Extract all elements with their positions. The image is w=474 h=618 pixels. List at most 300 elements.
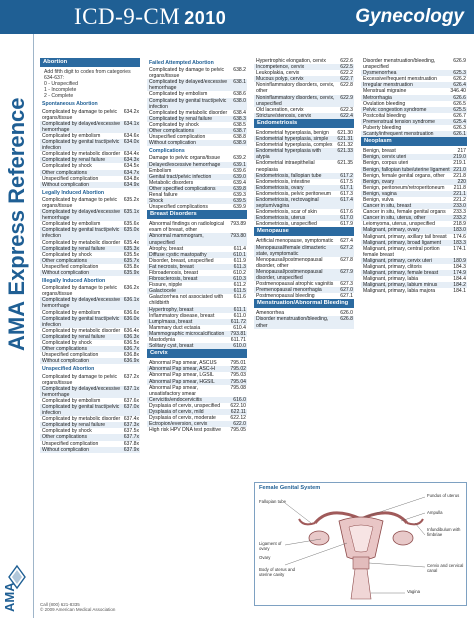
code-description: Complicated by damage to pelvic organs/tissue [42, 196, 118, 209]
icd-code: 635.0x [123, 227, 139, 234]
icd-code: 638.1 [233, 79, 246, 86]
code-description: Scanty/infrequent menstruation [363, 131, 434, 138]
code-description: Complicated by renal failure [42, 245, 106, 252]
code-description: Menopausal/postmenopausal disorder, unspecified [256, 268, 323, 281]
code-description: Pelvic congestion syndrome [363, 106, 427, 113]
icd-code: 219.1 [453, 160, 466, 167]
icd-code: 184.1 [453, 288, 466, 295]
code-row [361, 246, 467, 258]
icd-code: 174.9 [453, 270, 466, 277]
icd-code: 610.2 [233, 270, 246, 276]
code-description: Dysplasia of cervix, unspecified [149, 402, 221, 409]
icd-code: 617.4 [340, 196, 353, 203]
subsection-header: Failed Attempted Abortion [149, 60, 214, 66]
icd-code: 637.5x [123, 428, 139, 435]
icd-code: 627.0 [340, 287, 353, 294]
code-description: Complicated by metabolic disorder [149, 109, 228, 116]
code-description: Complicated by embolism [42, 221, 101, 228]
code-description: Complicated by metabolic disorder [42, 416, 121, 423]
code-description: High risk HPV DNA test positive [149, 427, 221, 434]
code-description: Without complication [42, 358, 89, 365]
code-description: Unspecified complication [42, 440, 99, 447]
icd-code: 627.3 [340, 281, 353, 288]
title-text: ICD-9-CM [74, 4, 181, 29]
code-description: Postmenopausal atrophic vaginitis [256, 281, 334, 288]
icd-code: 638.0 [233, 97, 246, 104]
code-row [40, 386, 140, 398]
code-description: Unspecified complication [149, 134, 206, 141]
code-row [361, 288, 467, 294]
code-row [40, 374, 140, 386]
icd-code: 634.6x [123, 132, 139, 139]
icd-code: 610.3 [233, 276, 246, 283]
code-description: Complicated by delayed/excessive hemorrhage [42, 120, 121, 133]
icd-code: 611.0 [233, 312, 246, 319]
icd-code: 626.1 [453, 131, 466, 138]
icd-code: 622.6 [340, 58, 353, 64]
icd-code: 617.2 [340, 172, 353, 179]
code-description: Hypertrophy, breast [149, 306, 194, 313]
icd-code: 622.5 [340, 64, 353, 71]
code-description: Complicated by damage to pelvic organs/tissue [42, 108, 118, 121]
code-description: Abnormal mammogram, unspecified [149, 233, 204, 246]
icd-code: 638.6 [233, 91, 246, 98]
instruction-note: 2 - Complete [44, 93, 74, 100]
code-description: Disorder menstruation/bleeding, other [256, 316, 329, 329]
code-row [40, 121, 140, 133]
icd-code: 793.89 [230, 221, 246, 228]
code-description: Complicated by genital tract/pelvic infection [42, 403, 120, 417]
code-description: Endometrial hyperplasia, complex [256, 142, 333, 149]
code-description: Complicated by genital tract/pelvic infection [149, 97, 227, 110]
code-row [147, 343, 247, 349]
icd-code: 639.3 [233, 191, 246, 198]
icd-code: 617.6 [340, 209, 353, 216]
icd-code: 617.9 [340, 221, 353, 228]
footer-phone: Call (800) 621-8335 [40, 602, 80, 607]
icd-code: 616.0 [233, 396, 246, 403]
code-description: Fibroadenosis, breast [149, 270, 198, 276]
code-description: Mammographic microcalcification [149, 330, 225, 337]
icd-code: 627.1 [340, 293, 353, 300]
code-description: Complicated by damage to pelvic organs/tissue [42, 285, 118, 298]
code-description: Lump/mass, breast [149, 318, 193, 325]
code-description: Cancer in situ, breast [363, 203, 412, 210]
icd-code: 626.0 [340, 310, 353, 317]
icd-code: 636.6x [123, 309, 139, 316]
icd-code: 637.0x [123, 403, 139, 410]
subsection-header: Legally Induced Abortion [42, 189, 105, 196]
icd-code: 636.7x [123, 346, 139, 353]
label-ovary: Ovary [259, 555, 271, 560]
icd-code: 221.8 [453, 172, 466, 179]
code-description: Amenorrhea [256, 310, 285, 317]
icd-code: 639.4 [233, 179, 246, 186]
section-header: Endometriosis [254, 119, 354, 128]
code-row [40, 182, 140, 188]
code-description: Endometrial hyperplasia, benign [256, 129, 329, 136]
code-description: Delayed/excessive hemorrhage [149, 161, 221, 168]
section-header: Menstruation/Abnormal Bleeding [254, 299, 354, 308]
code-description: Complicated by damage to pelvic organs/tissue [42, 373, 118, 386]
code-description: Complicated by embolism [42, 132, 101, 139]
label-ampulla: Ampulla [427, 510, 443, 515]
code-row [147, 221, 247, 233]
icd-code: 625.3 [453, 70, 466, 77]
icd-code: 636.2x [123, 285, 139, 292]
icd-code: 626.3 [453, 125, 466, 132]
label-infundibulum: Infundibulum with fimbriae [427, 527, 461, 537]
label-cervix: Cervix and cervical canal [427, 563, 464, 573]
code-row [40, 109, 140, 121]
label-fallopian-tube: Fallopian tube [259, 499, 286, 504]
icd-code: 637.8x [123, 440, 139, 447]
code-description: Menopausal/postmenopausal disorder, other [256, 256, 323, 269]
code-description: Endometrial intraepithelial neoplasia [256, 160, 315, 173]
icd-code: 635.8x [123, 263, 139, 270]
icd-code: 638.9 [233, 140, 246, 147]
icd-code: 634.5x [123, 163, 139, 170]
icd-code: 610.4 [233, 324, 246, 331]
code-row [254, 269, 354, 281]
code-description: Malignant, primary, axillary tail breast [363, 233, 447, 240]
icd-code: 793.81 [230, 330, 246, 337]
icd-code: 626.6 [453, 94, 466, 101]
code-description: Complicated by renal failure [42, 333, 106, 340]
icd-code: 635.2x [123, 196, 139, 203]
code-description: Premenstrual tension syndrome [363, 118, 435, 125]
code-description: Malignant, primary, broad ligament [363, 239, 442, 246]
icd-code: 611.5 [233, 288, 246, 295]
code-description: Complicated by metabolic disorder [42, 239, 121, 246]
code-description: Leukoplakia, cervix [256, 70, 300, 77]
code-description: Complicated by metabolic disorder [42, 151, 121, 158]
code-description: Benign, cervix uteri [363, 154, 407, 161]
code-row [254, 95, 354, 107]
icd-code: 635.3x [123, 245, 139, 252]
code-description: Other complications [42, 169, 88, 176]
code-row [40, 358, 140, 364]
icd-code: 636.1x [123, 297, 139, 304]
column-3 [254, 58, 354, 329]
code-row [147, 67, 247, 79]
code-description: Without complication [149, 140, 196, 147]
code-description: Benign, breast [363, 148, 396, 155]
code-description: Complicated by embolism [42, 309, 101, 316]
code-description: Endometriosis, ovary [256, 184, 304, 191]
icd-code: 611.3 [233, 263, 246, 270]
code-description: Disorder, breast, unspecified [149, 257, 214, 264]
icd-code: 184.4 [453, 276, 466, 283]
code-description: Atrophy, breast [149, 245, 184, 252]
code-description: Hypertrophic elongation, cervix [256, 58, 326, 64]
icd-code: 639.5 [233, 198, 246, 205]
icd-code: 639.1 [233, 161, 246, 168]
icd-code: 626.5 [453, 100, 466, 107]
title-year: 2010 [184, 8, 227, 28]
code-description: Damage to pelvic organs/tissue [149, 155, 221, 162]
icd-code: 638.7 [233, 128, 246, 135]
code-description: Cervicitis/endocervicitis [149, 396, 202, 403]
code-description: Cancer in situ, female genital organs [363, 209, 446, 216]
code-row [254, 148, 354, 160]
icd-code: 795.05 [230, 427, 246, 434]
icd-code: 221.2 [453, 196, 466, 203]
icd-code: 626.4 [453, 82, 466, 89]
code-description: Complicated by metabolic disorder [42, 327, 121, 334]
code-description: Solitary cyst, breast [149, 343, 194, 350]
icd-code: 627.8 [340, 256, 353, 263]
code-row [254, 197, 354, 209]
icd-code: 233.2 [453, 215, 466, 222]
icd-code: 610.1 [233, 251, 246, 258]
code-description: Stricture/stenosis, cervix [256, 112, 312, 119]
icd-code: 183.0 [453, 227, 466, 234]
code-description: Noninflammatory disorders, cervix, other [256, 82, 335, 95]
code-description: Complicated by renal failure [149, 115, 213, 122]
code-description: Endometrial hyperplasia with atypia [256, 148, 322, 161]
icd-code: 626.9 [453, 58, 466, 64]
code-row [40, 297, 140, 309]
code-row [147, 140, 247, 146]
code-description: Noninflammatory disorders, cervix, unspecified [256, 94, 335, 107]
code-description: Cancer in situ, uterus, other [363, 215, 426, 222]
code-description: Endometriosis, fallopian tube [256, 172, 322, 179]
icd-code: 611.1 [233, 306, 246, 313]
icd-code: 634.3x [123, 157, 139, 164]
code-description: Premenopausal menorrhagia [256, 287, 322, 294]
spine-title: AMA Express Reference [4, 97, 29, 351]
icd-code: 635.7x [123, 257, 139, 264]
icd-code: 617.5 [340, 178, 353, 185]
icd-code: 636.5x [123, 340, 139, 347]
icd-code: 637.6x [123, 397, 139, 404]
icd-code: 184.2 [453, 282, 466, 289]
icd-code: 636.0x [123, 315, 139, 322]
code-row [361, 131, 467, 137]
code-description: Endometriosis, scar of skin [256, 209, 317, 216]
code-row [147, 385, 247, 397]
label-body-uterus: Body of uterus and uterine cavity [259, 567, 296, 577]
code-description: Fibrosclerosis, breast [149, 276, 198, 283]
label-fundus: Fundus of uterus [427, 493, 460, 498]
code-description: Malignant, primary, central portion female breast [363, 245, 440, 258]
code-description: Postcoital bleeding [363, 112, 406, 119]
icd-code: 219.0 [453, 154, 466, 161]
icd-code: 174.6 [453, 233, 466, 240]
code-description: Excessive/frequent menstruation [363, 76, 437, 83]
code-row [254, 316, 354, 328]
icd-code: 795.03 [230, 372, 246, 379]
icd-code: 180.9 [453, 257, 466, 264]
icd-code: 634.0x [123, 139, 139, 146]
icd-code: 621.31 [337, 136, 353, 143]
icd-code: 635.1x [123, 209, 139, 216]
icd-code: 635.4x [123, 239, 139, 246]
subsection-header: Complications [149, 148, 185, 155]
code-description: Dysmenorrhea [363, 70, 397, 77]
icd-code: 221.0 [453, 166, 466, 173]
code-description: Without complication [42, 181, 89, 188]
code-description: Menstrual migraine [363, 88, 407, 95]
code-description: Incompetence, cervix [256, 64, 305, 71]
code-row [147, 294, 247, 306]
icd-code: 636.3x [123, 333, 139, 340]
icd-code: 638.8 [233, 134, 246, 141]
icd-code: 636.8x [123, 352, 139, 359]
code-description: Shock [149, 198, 164, 205]
code-row [40, 227, 140, 239]
code-description: Endometriosis, rectovaginal septum/vagina [256, 196, 319, 210]
subsection-header: Illegally Induced Abortion [42, 278, 106, 285]
code-description: Malignant, primary, cervix uteri [363, 257, 432, 264]
icd-code: 220 [457, 178, 466, 185]
icd-code: 637.1x [123, 385, 139, 392]
section-header: Neoplasm [361, 137, 467, 146]
icd-code: 611.2 [233, 282, 246, 289]
code-row [254, 245, 354, 257]
code-description: Abnormal findings on radiological exam of breast, other [149, 221, 225, 234]
code-description: Mastodynia [149, 337, 176, 344]
icd-code: 637.7x [123, 434, 139, 441]
icd-code: 634.8x [123, 175, 139, 182]
subject-title: Gynecology [355, 6, 464, 27]
code-description: Diffuse cystic mastopathy [149, 251, 207, 258]
code-row [254, 113, 354, 119]
code-row [147, 204, 247, 210]
code-description: Malignant, primary, female breast [363, 270, 439, 277]
code-description: Other specified complications [149, 185, 216, 192]
icd-code: 346.40 [450, 88, 466, 95]
code-description: Abnormal Pap smear, HGSIL [149, 378, 215, 385]
icd-code: 793.80 [230, 233, 246, 240]
code-description: Other complications [42, 434, 88, 441]
column-2 [147, 58, 247, 433]
icd-code: 795.08 [230, 384, 246, 391]
code-description: Unspecified complications [149, 204, 208, 211]
icd-code: 622.4 [340, 112, 353, 119]
icd-code: 218.9 [453, 221, 466, 228]
code-description: Malignant, primary, ovary [363, 227, 420, 234]
code-row [254, 82, 354, 94]
code-row [147, 233, 247, 245]
icd-code: 637.2x [123, 373, 139, 380]
code-description: Genital tract/pelvic infection [149, 173, 212, 180]
icd-code: 795.01 [230, 360, 246, 367]
code-description: Malignant, primary, labium minus [363, 282, 438, 289]
icd-code: 217 [457, 148, 466, 155]
code-description: Abnormal Pap smear, LGSIL [149, 372, 214, 379]
icd-code: 638.2 [233, 67, 246, 74]
code-description: Complicated by shock [42, 163, 92, 170]
icd-code: 795.04 [230, 378, 246, 385]
icd-code: 626.8 [340, 316, 353, 323]
instruction-note: Add fifth digit to codes from categories 634-637: [44, 69, 131, 82]
anatomy-diagram [254, 482, 467, 606]
code-description: Postmenopausal bleeding [256, 293, 315, 300]
icd-code: 621.33 [337, 148, 353, 155]
code-description: Complicated by delayed/excessive hemorrhage [42, 297, 121, 310]
code-description: Unspecified complication [42, 263, 99, 270]
column-1 [40, 58, 140, 453]
code-row [40, 404, 140, 416]
code-description: Galactorrhea not associated with childbirth [149, 294, 224, 307]
icd-code: 211.8 [453, 184, 466, 191]
icd-code: 622.12 [230, 415, 246, 422]
icd-code: 610.0 [233, 343, 246, 350]
code-row [361, 58, 467, 70]
icd-code: 617.1 [340, 184, 353, 191]
column-4 [361, 58, 467, 294]
code-description: Artificial menopause, symptomatic [256, 238, 334, 245]
code-description: Unspecified complication [42, 175, 99, 182]
code-description: Benign, female genital organs, other [363, 172, 445, 179]
code-description: Abnormal Pap smear, unsatisfactory smear [149, 384, 198, 397]
icd-code: 638.5 [233, 121, 246, 128]
code-row [147, 98, 247, 110]
code-description: Malignant, primary, labia majora [363, 288, 436, 295]
code-description: Dysplasia of cervix, moderate [149, 415, 216, 422]
code-row [147, 79, 247, 91]
page-header [0, 0, 474, 34]
icd-code: 622.10 [230, 402, 246, 409]
icd-code: 627.9 [340, 268, 353, 275]
code-row [254, 160, 354, 172]
code-description: Fissure, nipple [149, 282, 183, 289]
section-header: Menopause [254, 227, 354, 236]
code-description: Complicated by renal failure [42, 422, 106, 429]
section-header: Abortion [40, 58, 140, 67]
icd-code: 627.2 [340, 244, 353, 251]
code-description: Abnormal Pap smear, ASCUS [149, 360, 217, 367]
code-description: Without complication [42, 270, 89, 276]
code-description: Complicated by shock [149, 121, 199, 128]
subsection-header: Unspecified Abortion [42, 366, 95, 373]
icd-code: 617.0 [340, 215, 353, 222]
code-description: Endometriosis, unspecified [256, 221, 317, 228]
section-header: Breast Disorders [147, 210, 247, 219]
code-description: Dysplasia of cervix, mild [149, 408, 204, 415]
icd-code: 639.9 [233, 204, 246, 211]
icd-code: 795.02 [230, 366, 246, 373]
icd-code: 233.0 [453, 203, 466, 210]
code-description: Inflammatory disease, breast [149, 312, 215, 319]
code-description: Without complication [42, 446, 89, 453]
code-description: Galactocele [149, 288, 176, 295]
icd-code: 611.4 [233, 245, 246, 252]
icd-code: 611.9 [233, 257, 246, 264]
icd-code: 638.3 [233, 115, 246, 122]
icd-code: 622.7 [340, 76, 353, 83]
icd-code: 611.71 [230, 337, 246, 344]
code-description: Renal failure [149, 191, 178, 198]
icd-code: 622.0 [233, 421, 246, 428]
code-row [40, 139, 140, 151]
footer-copyright: © 2009 American Medical Association [40, 607, 116, 613]
code-description: Endometriosis, intestine [256, 178, 311, 185]
code-description: Complicated by shock [42, 251, 92, 258]
icd-code: 634.1x [123, 120, 139, 127]
code-description: Benign, fallopian tube/uterine ligament [363, 166, 450, 173]
code-row [40, 447, 140, 453]
code-description: Benign, vulva [363, 196, 394, 203]
code-description: Mammary duct ectasia [149, 324, 201, 331]
code-description: Metrorrhagia [363, 94, 392, 101]
code-row [254, 221, 354, 227]
icd-code: 622.3 [340, 106, 353, 113]
code-description: Complicated by embolism [149, 91, 208, 98]
code-description: Complicated by delayed/excessive hemorrhage [149, 79, 228, 92]
